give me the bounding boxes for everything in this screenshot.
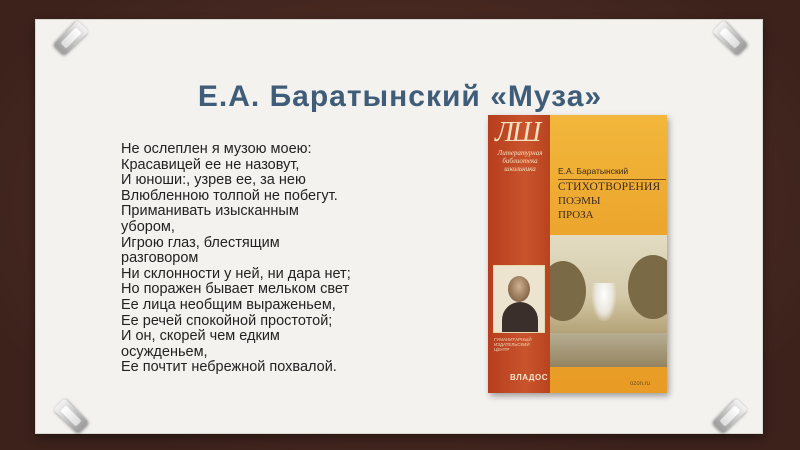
poem-line: И он, скорей чем едким [121,328,280,345]
book-work-title: СТИХОТВОРЕНИЯ [558,181,661,193]
poem-line: Приманивать изысканным [121,203,299,220]
poem-line: разговором [121,250,199,267]
poem-line: убором, [121,218,175,235]
poem-line: осужденьем, [121,343,208,360]
publisher-logo: ВЛАДОС [510,373,548,382]
book-works [558,179,666,222]
pond-shape [550,333,667,367]
poem-text [121,142,401,376]
fountain-painting [550,235,667,367]
poem-line: И юноши:, узрев ее, за нею [121,172,306,189]
poem-line: Влюбленною толпой не побегут. [121,187,338,204]
author-portrait [493,265,545,333]
publisher-note: ГУМАНИТАРНЫЙ ИЗДАТЕЛЬСКИЙ ЦЕНТР [494,337,532,352]
poem-line: Ни склонности у ней, ни дара нет; [121,265,351,282]
book-author: Е.А. Баратынский [558,166,629,176]
book-cover-image [488,115,667,393]
poem-line: Ее речей спокойной простотой; [121,312,333,329]
poem-line: Ее почтит небрежной похвалой. [121,359,337,376]
book-front [550,115,667,393]
poem-line: Но поражен бывает мельком свет [121,281,350,298]
book-spine [488,115,550,393]
slide-title: Е.А. Баратынский «Муза» [197,80,603,113]
series-logo: ЛШ [495,117,540,148]
fountain-shape [592,283,616,321]
book-work-title: ПРОЗА [558,209,594,221]
poem-line: Игрою глаз, блестящим [121,234,280,251]
book-work-title: ПОЭМЫ [558,195,601,207]
watermark: ozon.ru [630,381,651,387]
series-name: Литературная библиотека школьника [497,149,543,173]
poem-line: Не ослеплен я музою моею: [121,141,312,157]
tree-shape [550,261,586,321]
poem-line: Красавицей ее не назовут, [121,156,300,173]
tree-shape [628,255,667,319]
poem-line: Ее лица необщим выраженьем, [121,296,336,313]
